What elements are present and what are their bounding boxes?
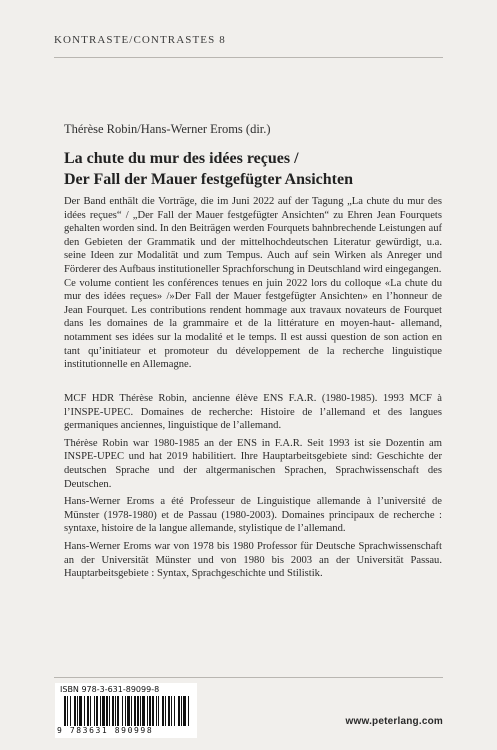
bio-robin-fr: MCF HDR Thérèse Robin, ancienne élève ENS F.A.R. (1980-1985). 1993 MCF à l’INSPE-UPEC. Domaines de recherche: Histoire de l’allemand et des langues germaniques anciennes, linguistique de l’allemand. xyxy=(64,393,442,432)
series-title: KONTRASTE/CONTRASTES 8 xyxy=(54,34,226,46)
barcode-bar xyxy=(165,696,166,726)
bio-eroms-fr: Hans-Werner Eroms a été Professeur de Linguistique allemande à l’université de Münster (1978-1980) et de Passau (1980-2003). Domaines principaux de recherche : syntaxe, histoire de la langue allemande, stylistique de l’allemand. xyxy=(64,496,442,535)
barcode-bar xyxy=(140,696,141,726)
barcode-bar xyxy=(74,696,76,726)
barcode-bar xyxy=(183,696,186,726)
barcode-bar xyxy=(96,696,98,726)
barcode-bar xyxy=(162,696,164,726)
barcode-bar xyxy=(158,696,159,726)
barcode-bar xyxy=(168,696,170,726)
editors-line: Thérèse Robin/Hans-Werner Eroms (dir.) xyxy=(64,122,271,136)
description-german: Der Band enthält die Vorträge, die im Juni 2022 auf der Tagung „La chute du mur des idées reçues“ / „Der Fall der Mauer festgefügter Ansichten“ zu Ehren Jean Fourquets gehalten worden sind. In den Beiträgen werden Fourquets bahnbrechende Leistungen auf den Gebieten der Grammatik und der mittelhochdeutschen Literatur gewürdigt, u.a. seine Ideen zur Modalität und zum Tempus. Auch auf sein Wirken als Anreger und Förderer des Aufbaus institutioneller Sprachforschung in Deutschland wird eingegangen. xyxy=(64,196,443,275)
barcode-bar xyxy=(149,696,151,726)
barcode-bar xyxy=(134,696,136,726)
barcode-bar xyxy=(102,696,105,726)
barcode-bar xyxy=(106,696,108,726)
isbn-label: ISBN 978-3-631-89099-8 xyxy=(60,685,160,694)
title-line-2: Der Fall der Mauer festgefügter Ansichten xyxy=(64,171,353,188)
barcode-bar xyxy=(142,696,145,726)
barcode-bar xyxy=(156,696,157,726)
top-rule xyxy=(54,57,443,58)
barcode-bar xyxy=(171,696,172,726)
publisher-url: www.peterlang.com xyxy=(345,716,443,727)
barcode-bar xyxy=(77,696,78,726)
barcode-bar xyxy=(79,696,82,726)
bio-eroms-de: Hans-Werner Eroms war von 1978 bis 1980 Professor für Deutsche Sprachwissenschaft an der Universität Münster und von 1980 bis 2003 an der Universität Passau. Hauptarbeitsgebiete : Syntax, Sprachgeschichte und Stilistik. xyxy=(64,540,442,580)
barcode-bar xyxy=(178,696,180,726)
barcode-bar xyxy=(70,696,71,726)
barcode-bar xyxy=(188,696,189,726)
description-block xyxy=(64,195,442,372)
barcode-bar xyxy=(94,696,95,726)
barcode-digits: 9 783631 890998 xyxy=(57,726,154,735)
title-line-1: La chute du mur des idées reçues / xyxy=(64,150,299,167)
barcode-bar xyxy=(122,696,123,726)
barcode-bar xyxy=(131,696,132,726)
barcode-bar xyxy=(109,696,110,726)
barcode-bar xyxy=(127,696,130,726)
barcode-bar xyxy=(90,696,91,726)
barcode-bar xyxy=(174,696,175,726)
barcode-bar xyxy=(181,696,182,726)
barcode-bar xyxy=(87,696,89,726)
barcode-bar xyxy=(117,696,119,726)
bios-block xyxy=(64,392,442,585)
bottom-rule xyxy=(54,677,443,678)
barcode-bar xyxy=(112,696,114,726)
barcode-bar xyxy=(137,696,139,726)
barcode-bar xyxy=(67,696,68,726)
barcode-bar xyxy=(64,696,66,726)
barcode-bar xyxy=(125,696,126,726)
barcode-bar xyxy=(115,696,116,726)
description-french: Ce volume contient les conférences tenues en juin 2022 lors du colloque «La chute du mur des idées reçues» /»Der Fall der Mauer festgefügter Ansichten» en l’honneur de Jean Fourquet. Les contributions rendent hommage aux travaux novateurs de Fourquet dans les domaines de la grammaire et de la littérature en moyen-haut- allemand, notamment ses idées sur la modalité et le temps. Il est aussi question de son action en tant qu’initiateur et promoteur du développement de la recherche linguistique institutionnelle en Allemagne. xyxy=(64,277,442,371)
isbn-barcode-box xyxy=(55,683,197,738)
barcode-bar xyxy=(147,696,148,726)
barcode-bar xyxy=(84,696,85,726)
bio-robin-de: Thérèse Robin war 1980-1985 an der ENS in F.A.R. Seit 1993 ist sie Dozentin am INSPE-UPEC und hat 2019 habilitiert. Ihre Hauptarbeitsgebiete sind: Geschichte der deutschen Sprache und der altgermanischen Sprachen, Sprachwissenschaft des Deutschen. xyxy=(64,437,442,490)
barcode-bar xyxy=(100,696,101,726)
barcode-bar xyxy=(152,696,154,726)
barcode-graphic xyxy=(64,696,191,726)
book-title xyxy=(64,148,444,190)
